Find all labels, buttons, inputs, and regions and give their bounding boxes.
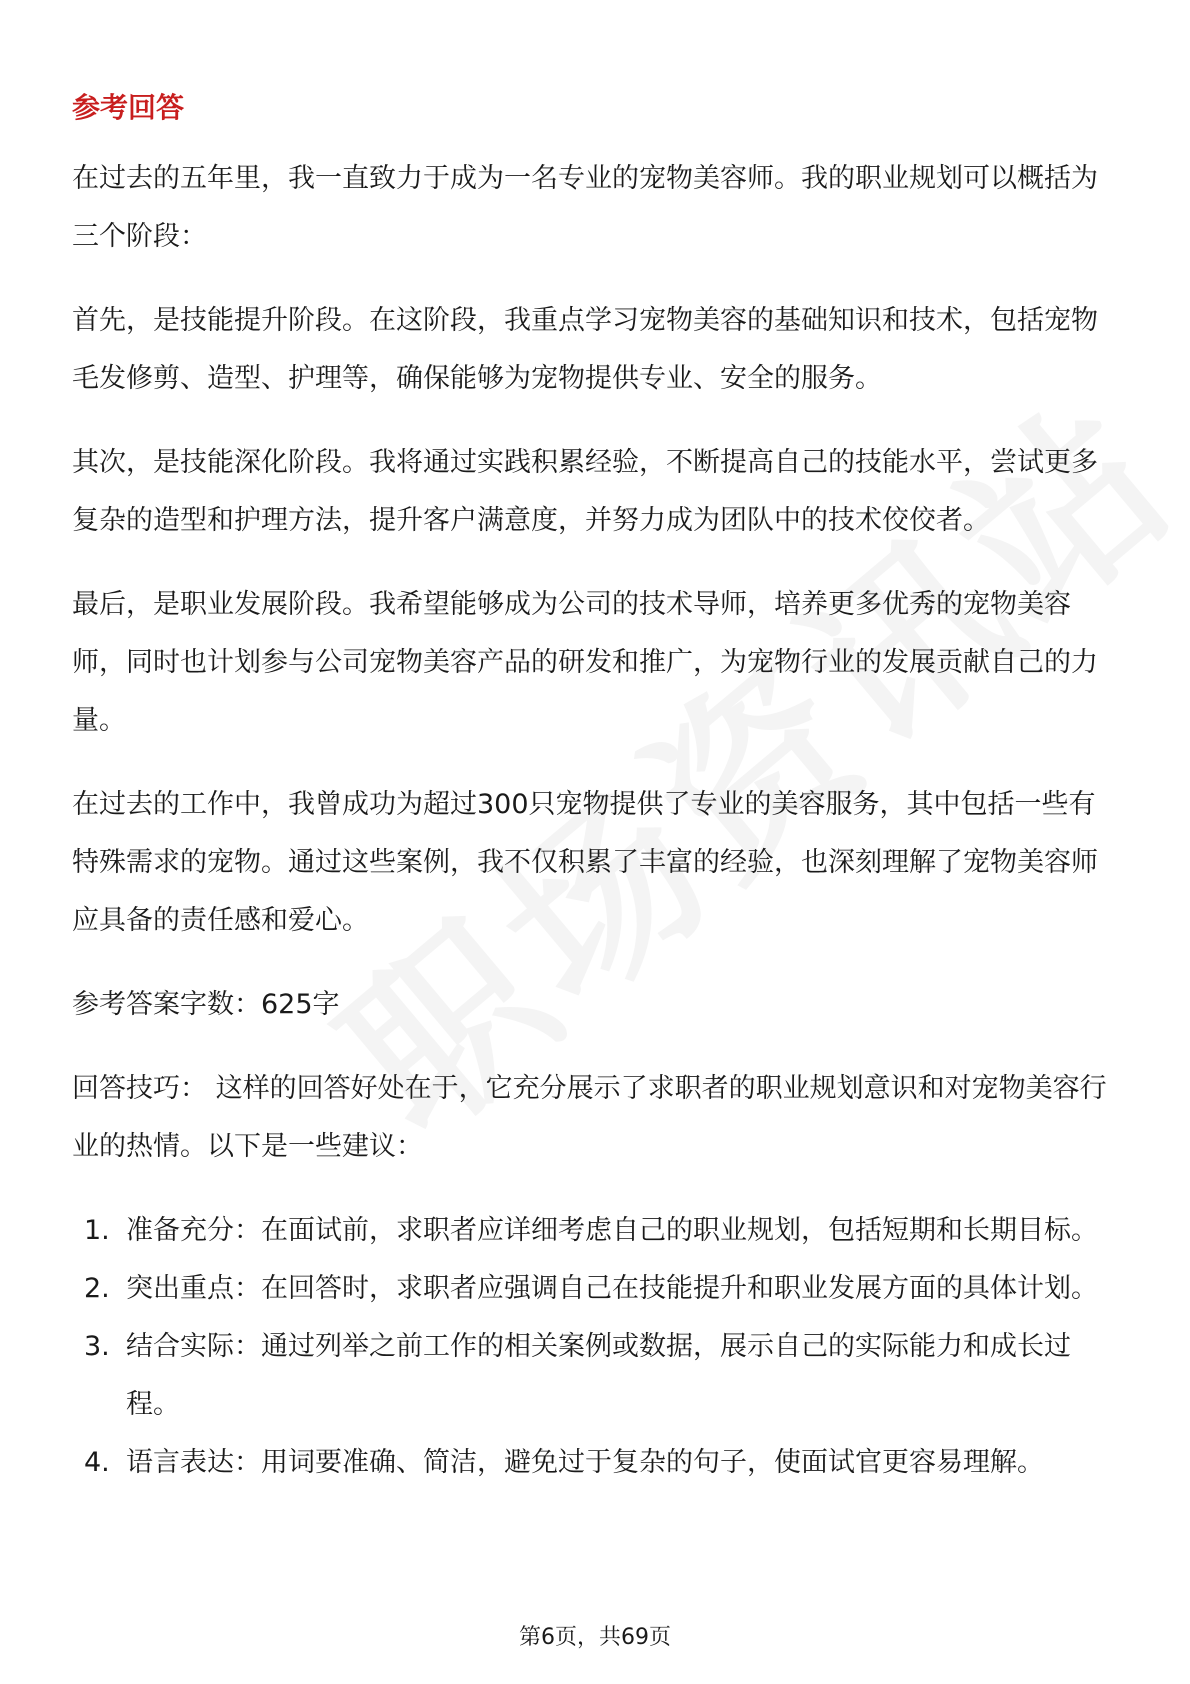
experience-paragraph: 在过去的工作中，我曾成功为超过300只宠物提供了专业的美容服务，其中包括一些有特殊需求的宠物。通过这些案例，我不仅积累了丰富的经验，也深刻理解了宠物美容师应具备的责任感和爱心。: [72, 789, 1098, 936]
tips-list: [72, 1202, 1122, 1492]
tip-item: [72, 1434, 1122, 1492]
tip-text: 准备充分：在面试前，求职者应详细考虑自己的职业规划，包括短期和长期目标。: [126, 1215, 1098, 1246]
answer-content: [72, 150, 1122, 1492]
intro-paragraph: 在过去的五年里，我一直致力于成为一名专业的宠物美容师。我的职业规划可以概括为三个阶段：: [72, 163, 1098, 252]
tip-item: [72, 1260, 1122, 1318]
stage-three-paragraph: 最后，是职业发展阶段。我希望能够成为公司的技术导师，培养更多优秀的宠物美容师，同时也计划参与公司宠物美容产品的研发和推广，为宠物行业的发展贡献自己的力量。: [72, 589, 1098, 736]
tip-number: 4.: [84, 1447, 110, 1478]
stage-two-paragraph: 其次，是技能深化阶段。我将通过实践积累经验，不断提高自己的技能水平，尝试更多复杂的造型和护理方法，提升客户满意度，并努力成为团队中的技术佼佼者。: [72, 447, 1098, 536]
tip-number: 3.: [84, 1331, 110, 1362]
page-footer: 第6页，共69页: [519, 1625, 671, 1650]
word-count: 参考答案字数：625字: [72, 989, 340, 1020]
tip-text: 结合实际：通过列举之前工作的相关案例或数据，展示自己的实际能力和成长过程。: [126, 1331, 1071, 1420]
tip-item: [72, 1318, 1122, 1434]
stage-one-paragraph: 首先，是技能提升阶段。在这阶段，我重点学习宠物美容的基础知识和技术，包括宠物毛发修剪、造型、护理等，确保能够为宠物提供专业、安全的服务。: [72, 305, 1098, 394]
tip-number: 2.: [84, 1273, 110, 1304]
tip-item: [72, 1202, 1122, 1260]
section-heading: 参考回答: [72, 91, 185, 124]
tips-intro-paragraph: 回答技巧： 这样的回答好处在于，它充分展示了求职者的职业规划意识和对宠物美容行业的热情。以下是一些建议：: [72, 1073, 1107, 1162]
tip-text: 突出重点：在回答时，求职者应强调自己在技能提升和职业发展方面的具体计划。: [126, 1273, 1098, 1304]
tip-text: 语言表达：用词要准确、简洁，避免过于复杂的句子，使面试官更容易理解。: [126, 1447, 1044, 1478]
tip-number: 1.: [84, 1215, 110, 1246]
